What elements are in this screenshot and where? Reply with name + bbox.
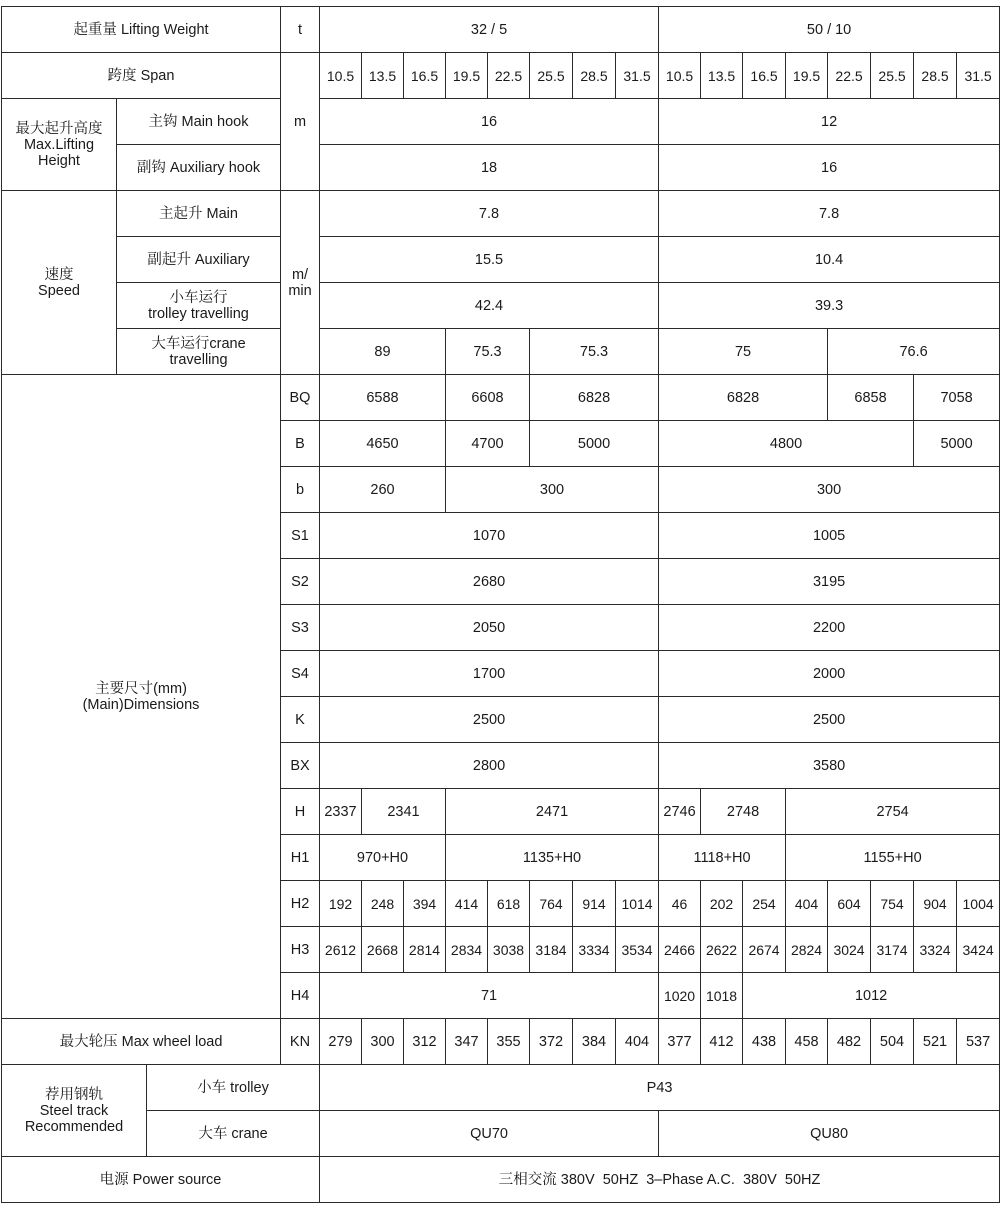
dim-h4-cell: 71 bbox=[320, 973, 659, 1019]
dim-bq-cell: 6828 bbox=[530, 375, 659, 421]
dim-bq-cell: 7058 bbox=[914, 375, 1000, 421]
main-lift-speed-group2: 7.8 bbox=[659, 191, 1000, 237]
dim-s1-group2: 1005 bbox=[659, 513, 1000, 559]
span-cell: 19.5 bbox=[446, 53, 488, 99]
speed-unit-line1: m/ bbox=[291, 266, 309, 283]
power-value: 三相交流 380V 50HZ 3–Phase A.C. 380V 50HZ bbox=[320, 1157, 1000, 1203]
dimensions-label-cn: 主要尺寸(mm) bbox=[95, 680, 187, 697]
dim-h3-cell: 3174 bbox=[871, 927, 914, 973]
dim-b-lower-cell: 300 bbox=[446, 467, 659, 513]
wheel-load-cell: 482 bbox=[828, 1019, 871, 1065]
rail-label-en2: Recommended bbox=[24, 1118, 124, 1135]
dim-h2-cell: 754 bbox=[871, 881, 914, 927]
rail-label-cn: 荐用钢轨 bbox=[45, 1086, 103, 1103]
lifting-weight-group1: 32 / 5 bbox=[320, 7, 659, 53]
dim-h2-cell: 618 bbox=[488, 881, 530, 927]
dim-b-upper-cell: 4700 bbox=[446, 421, 530, 467]
wheel-load-cell: 347 bbox=[446, 1019, 488, 1065]
dim-bq-cell: 6828 bbox=[659, 375, 828, 421]
dim-s4-label: S4 bbox=[281, 651, 320, 697]
dim-h-cell: 2746 bbox=[659, 789, 701, 835]
span-cell: 31.5 bbox=[957, 53, 1000, 99]
wheel-load-cell: 521 bbox=[914, 1019, 957, 1065]
dim-h4-cell: 1020 bbox=[659, 973, 701, 1019]
wheel-load-cell: 404 bbox=[616, 1019, 659, 1065]
row-speed-aux bbox=[2, 237, 1000, 283]
lifting-weight-group2: 50 / 10 bbox=[659, 7, 1000, 53]
dim-h1-cell: 1135+H0 bbox=[446, 835, 659, 881]
dim-bq-label: BQ bbox=[281, 375, 320, 421]
aux-hook-group1: 18 bbox=[320, 145, 659, 191]
main-hook-label: 主钩 Main hook bbox=[117, 99, 281, 145]
dim-h3-cell: 2834 bbox=[446, 927, 488, 973]
dim-s2-group1: 2680 bbox=[320, 559, 659, 605]
dim-b-upper-cell: 5000 bbox=[914, 421, 1000, 467]
dim-bq-cell: 6608 bbox=[446, 375, 530, 421]
wheel-load-cell: 355 bbox=[488, 1019, 530, 1065]
wheel-load-label: 最大轮压 Max wheel load bbox=[2, 1019, 281, 1065]
dim-h2-cell: 1004 bbox=[957, 881, 1000, 927]
wheel-load-cell: 384 bbox=[573, 1019, 616, 1065]
crane-speed-cell: 75.3 bbox=[530, 329, 659, 375]
dim-h2-cell: 414 bbox=[446, 881, 488, 927]
dim-h2-cell: 604 bbox=[828, 881, 871, 927]
dim-k-group1: 2500 bbox=[320, 697, 659, 743]
aux-hook-group2: 16 bbox=[659, 145, 1000, 191]
span-cell: 25.5 bbox=[871, 53, 914, 99]
wheel-load-cell: 312 bbox=[404, 1019, 446, 1065]
dim-h-label: H bbox=[281, 789, 320, 835]
dim-b-upper-cell: 5000 bbox=[530, 421, 659, 467]
dim-bx-label: BX bbox=[281, 743, 320, 789]
dim-b-lower-cell: 260 bbox=[320, 467, 446, 513]
dim-h1-cell: 1118+H0 bbox=[659, 835, 786, 881]
dim-s4-group2: 2000 bbox=[659, 651, 1000, 697]
span-cell: 13.5 bbox=[701, 53, 743, 99]
crane-speed-cell: 76.6 bbox=[828, 329, 1000, 375]
row-dim-bq bbox=[2, 375, 1000, 421]
rail-crane-label: 大车 crane bbox=[147, 1111, 320, 1157]
lift-height-label bbox=[2, 99, 117, 191]
lift-height-label-cn: 最大起升高度 bbox=[15, 120, 103, 137]
dim-h4-label: H4 bbox=[281, 973, 320, 1019]
wheel-load-cell: 412 bbox=[701, 1019, 743, 1065]
span-cell: 13.5 bbox=[362, 53, 404, 99]
rail-trolley-value: P43 bbox=[320, 1065, 1000, 1111]
row-rail-trolley bbox=[2, 1065, 1000, 1111]
dim-h3-cell: 2466 bbox=[659, 927, 701, 973]
dim-h3-cell: 2622 bbox=[701, 927, 743, 973]
crane-speed-cell: 75 bbox=[659, 329, 828, 375]
speed-label-cn: 速度 bbox=[44, 266, 74, 283]
dim-h3-label: H3 bbox=[281, 927, 320, 973]
dim-h3-cell: 2668 bbox=[362, 927, 404, 973]
aux-hook-label: 副钩 Auxiliary hook bbox=[117, 145, 281, 191]
power-label: 电源 Power source bbox=[2, 1157, 320, 1203]
lift-height-label-en2: Height bbox=[38, 152, 80, 169]
dim-h2-cell: 914 bbox=[573, 881, 616, 927]
dim-bq-cell: 6858 bbox=[828, 375, 914, 421]
dim-s2-group2: 3195 bbox=[659, 559, 1000, 605]
span-cell: 16.5 bbox=[743, 53, 786, 99]
rail-crane-group1: QU70 bbox=[320, 1111, 659, 1157]
dim-bq-cell: 6588 bbox=[320, 375, 446, 421]
dim-h2-cell: 192 bbox=[320, 881, 362, 927]
dim-s3-group1: 2050 bbox=[320, 605, 659, 651]
row-wheel-load bbox=[2, 1019, 1000, 1065]
dim-h2-cell: 202 bbox=[701, 881, 743, 927]
span-cell: 22.5 bbox=[488, 53, 530, 99]
main-hook-group2: 12 bbox=[659, 99, 1000, 145]
dim-h2-label: H2 bbox=[281, 881, 320, 927]
row-speed-main bbox=[2, 191, 1000, 237]
dim-h2-cell: 904 bbox=[914, 881, 957, 927]
dim-h3-cell: 3184 bbox=[530, 927, 573, 973]
row-lift-height-aux bbox=[2, 145, 1000, 191]
lifting-weight-label: 起重量 Lifting Weight bbox=[2, 7, 281, 53]
span-cell: 19.5 bbox=[786, 53, 828, 99]
dim-bx-group1: 2800 bbox=[320, 743, 659, 789]
dim-h3-cell: 2674 bbox=[743, 927, 786, 973]
dim-h2-cell: 1014 bbox=[616, 881, 659, 927]
wheel-load-cell: 300 bbox=[362, 1019, 404, 1065]
crane-speed-cell: 89 bbox=[320, 329, 446, 375]
lifting-weight-unit: t bbox=[281, 7, 320, 53]
span-cell: 10.5 bbox=[659, 53, 701, 99]
lift-height-unit: m bbox=[281, 53, 320, 191]
dim-h2-cell: 248 bbox=[362, 881, 404, 927]
crane-travel-label bbox=[117, 329, 281, 375]
dim-h-cell: 2341 bbox=[362, 789, 446, 835]
dim-h-cell: 2748 bbox=[701, 789, 786, 835]
dim-h3-cell: 3024 bbox=[828, 927, 871, 973]
aux-lift-speed-group1: 15.5 bbox=[320, 237, 659, 283]
crane-travel-label-line1: 大车运行crane bbox=[151, 335, 246, 352]
dim-h-cell: 2754 bbox=[786, 789, 1000, 835]
dim-bx-group2: 3580 bbox=[659, 743, 1000, 789]
dim-s4-group1: 1700 bbox=[320, 651, 659, 697]
dim-s1-group1: 1070 bbox=[320, 513, 659, 559]
row-speed-trolley bbox=[2, 283, 1000, 329]
dim-b-lower-cell: 300 bbox=[659, 467, 1000, 513]
dim-h3-cell: 2814 bbox=[404, 927, 446, 973]
span-cell: 31.5 bbox=[616, 53, 659, 99]
dim-h2-cell: 254 bbox=[743, 881, 786, 927]
row-power bbox=[2, 1157, 1000, 1203]
crane-travel-label-line2: travelling bbox=[169, 351, 228, 368]
trolley-speed-group2: 39.3 bbox=[659, 283, 1000, 329]
dim-s2-label: S2 bbox=[281, 559, 320, 605]
speed-unit bbox=[281, 191, 320, 375]
dimensions-label-en: (Main)Dimensions bbox=[82, 696, 200, 713]
span-cell: 16.5 bbox=[404, 53, 446, 99]
dim-h1-cell: 970+H0 bbox=[320, 835, 446, 881]
main-lift-speed-group1: 7.8 bbox=[320, 191, 659, 237]
wheel-load-cell: 279 bbox=[320, 1019, 362, 1065]
trolley-speed-group1: 42.4 bbox=[320, 283, 659, 329]
trolley-travel-label-cn: 小车运行 bbox=[169, 289, 228, 306]
wheel-load-cell: 438 bbox=[743, 1019, 786, 1065]
wheel-load-cell: 504 bbox=[871, 1019, 914, 1065]
dim-h3-cell: 3424 bbox=[957, 927, 1000, 973]
span-cell: 10.5 bbox=[320, 53, 362, 99]
dim-h3-cell: 3324 bbox=[914, 927, 957, 973]
dim-s3-group2: 2200 bbox=[659, 605, 1000, 651]
span-cell: 22.5 bbox=[828, 53, 871, 99]
aux-lift-speed-group2: 10.4 bbox=[659, 237, 1000, 283]
dim-s3-label: S3 bbox=[281, 605, 320, 651]
rail-label bbox=[2, 1065, 147, 1157]
rail-trolley-label: 小车 trolley bbox=[147, 1065, 320, 1111]
aux-lift-label: 副起升 Auxiliary bbox=[117, 237, 281, 283]
dim-k-group2: 2500 bbox=[659, 697, 1000, 743]
span-cell: 25.5 bbox=[530, 53, 573, 99]
dim-h-cell: 2337 bbox=[320, 789, 362, 835]
rail-label-en1: Steel track bbox=[39, 1102, 109, 1119]
row-lift-height-main bbox=[2, 99, 1000, 145]
dim-h2-cell: 404 bbox=[786, 881, 828, 927]
dimensions-label bbox=[2, 375, 281, 1019]
dim-h3-cell: 3038 bbox=[488, 927, 530, 973]
speed-unit-line2: min bbox=[288, 282, 312, 299]
trolley-travel-label bbox=[117, 283, 281, 329]
dim-h2-cell: 46 bbox=[659, 881, 701, 927]
dim-s1-label: S1 bbox=[281, 513, 320, 559]
wheel-load-unit: KN bbox=[281, 1019, 320, 1065]
row-span bbox=[2, 53, 1000, 99]
wheel-load-cell: 377 bbox=[659, 1019, 701, 1065]
wheel-load-cell: 372 bbox=[530, 1019, 573, 1065]
dim-h4-cell: 1018 bbox=[701, 973, 743, 1019]
lift-height-label-en1: Max.Lifting bbox=[23, 136, 95, 153]
dim-b-upper-cell: 4800 bbox=[659, 421, 914, 467]
dim-h2-cell: 764 bbox=[530, 881, 573, 927]
dim-h4-cell: 1012 bbox=[743, 973, 1000, 1019]
trolley-travel-label-en: trolley travelling bbox=[148, 305, 249, 322]
row-speed-crane bbox=[2, 329, 1000, 375]
dim-h3-cell: 3534 bbox=[616, 927, 659, 973]
row-lifting-weight bbox=[2, 7, 1000, 53]
dim-h1-label: H1 bbox=[281, 835, 320, 881]
dim-h3-cell: 2612 bbox=[320, 927, 362, 973]
rail-crane-group2: QU80 bbox=[659, 1111, 1000, 1157]
dim-h3-cell: 2824 bbox=[786, 927, 828, 973]
dim-b-upper-cell: 4650 bbox=[320, 421, 446, 467]
dim-h-cell: 2471 bbox=[446, 789, 659, 835]
wheel-load-cell: 537 bbox=[957, 1019, 1000, 1065]
row-rail-crane bbox=[2, 1111, 1000, 1157]
crane-spec-table-container bbox=[1, 6, 999, 1201]
speed-label-en: Speed bbox=[38, 282, 80, 299]
wheel-load-cell: 458 bbox=[786, 1019, 828, 1065]
dim-h2-cell: 394 bbox=[404, 881, 446, 927]
span-label: 跨度 Span bbox=[2, 53, 281, 99]
dim-b-upper-label: B bbox=[281, 421, 320, 467]
dim-h1-cell: 1155+H0 bbox=[786, 835, 1000, 881]
dim-h3-cell: 3334 bbox=[573, 927, 616, 973]
span-cell: 28.5 bbox=[914, 53, 957, 99]
main-lift-label: 主起升 Main bbox=[117, 191, 281, 237]
crane-speed-cell: 75.3 bbox=[446, 329, 530, 375]
crane-spec-table bbox=[1, 6, 1000, 1203]
main-hook-group1: 16 bbox=[320, 99, 659, 145]
span-cell: 28.5 bbox=[573, 53, 616, 99]
speed-label bbox=[2, 191, 117, 375]
dim-b-lower-label: b bbox=[281, 467, 320, 513]
dim-k-label: K bbox=[281, 697, 320, 743]
